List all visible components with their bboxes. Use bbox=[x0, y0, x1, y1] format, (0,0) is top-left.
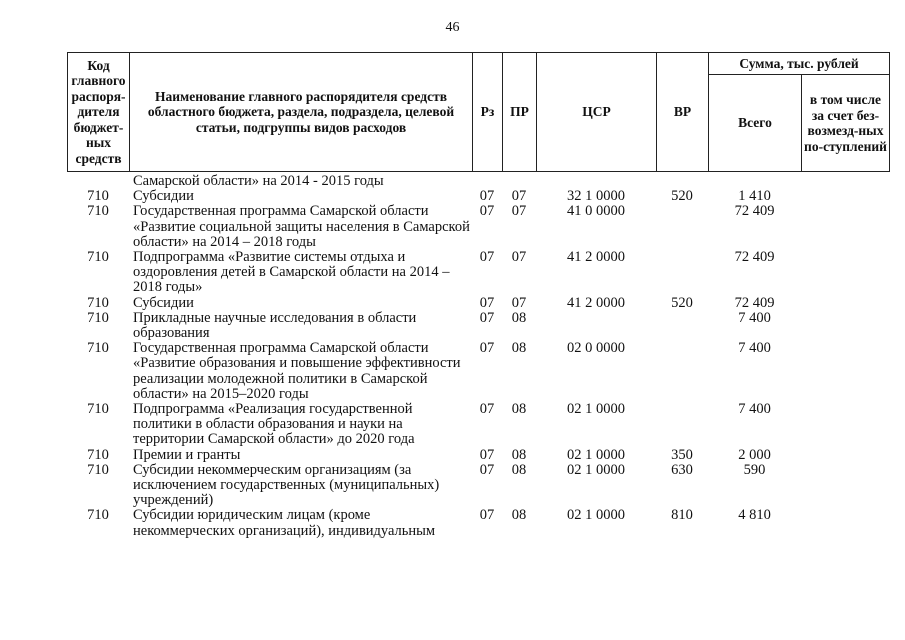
cell-rz: 07 bbox=[479, 507, 495, 524]
cell-pr: 08 bbox=[511, 309, 527, 326]
cell-pr: 07 bbox=[511, 294, 527, 311]
page-number: 46 bbox=[445, 20, 460, 35]
cell-code: 710 bbox=[87, 294, 109, 311]
cell-total: 7 400 bbox=[738, 401, 771, 418]
cell-total: 7 400 bbox=[738, 309, 771, 326]
table-row bbox=[67, 341, 889, 402]
cell-pr: 08 bbox=[511, 507, 527, 524]
header-code: Код главного распоря-дителя бюджет-ных средств bbox=[68, 53, 130, 172]
table-header bbox=[67, 52, 890, 172]
cell-total: 72 409 bbox=[734, 294, 775, 311]
table-body bbox=[67, 174, 889, 539]
cell-rz: 07 bbox=[479, 401, 495, 418]
table-row bbox=[67, 463, 889, 509]
cell-csr: 02 1 0000 bbox=[567, 507, 625, 524]
cell-csr: 41 2 0000 bbox=[567, 249, 625, 266]
header-free: в том числе за счет без-возмезд-ных по-ступлений bbox=[802, 75, 890, 172]
table-row bbox=[67, 296, 889, 311]
table-row bbox=[67, 508, 889, 538]
cell-csr: 41 2 0000 bbox=[567, 294, 625, 311]
header-name: Наименование главного распорядителя средств областного бюджета, раздела, подраздела, целевой статьи, подгруппы видов расходов bbox=[130, 53, 473, 172]
header-rz: Рз bbox=[473, 53, 503, 172]
cell-pr: 07 bbox=[511, 188, 527, 205]
cell-csr: 02 0 0000 bbox=[567, 340, 625, 357]
cell-total: 1 410 bbox=[738, 188, 771, 205]
table-row bbox=[67, 311, 889, 341]
cell-vr: 520 bbox=[671, 188, 693, 205]
cell-csr: 32 1 0000 bbox=[567, 188, 625, 205]
cell-name: Субсидии bbox=[133, 188, 194, 205]
cell-total: 4 810 bbox=[738, 507, 771, 524]
cell-rz: 07 bbox=[479, 203, 495, 220]
cell-name: Государственная программа Самарской области «Развитие образования и повышение эффективности реализации молодежной политики в Самарской области» на 2015–2020 годы bbox=[133, 340, 461, 402]
cell-pr: 08 bbox=[511, 446, 527, 463]
cell-name: Субсидии bbox=[133, 294, 194, 311]
cell-code: 710 bbox=[87, 446, 109, 463]
cell-name: Подпрограмма «Развитие системы отдыха и оздоровления детей в Самарской области на 2014 – 2018 годы» bbox=[133, 249, 450, 296]
cell-pr: 08 bbox=[511, 401, 527, 418]
cell-rz: 07 bbox=[479, 461, 495, 478]
table-row bbox=[67, 402, 889, 448]
cell-name: Прикладные научные исследования в области образования bbox=[133, 309, 417, 342]
cell-code: 710 bbox=[87, 188, 109, 205]
cell-pr: 08 bbox=[511, 340, 527, 357]
cell-code: 710 bbox=[87, 309, 109, 326]
cell-csr: 02 1 0000 bbox=[567, 446, 625, 463]
cell-name: Государственная программа Самарской области «Развитие социальной защиты населения в Самарской области» на 2014 – 2018 годы bbox=[133, 203, 470, 250]
cell-code: 710 bbox=[87, 249, 109, 266]
cell-code: 710 bbox=[87, 507, 109, 524]
header-sum: Сумма, тыс. рублей bbox=[709, 53, 890, 75]
table-row bbox=[67, 448, 889, 463]
cell-code: 710 bbox=[87, 461, 109, 478]
table-row bbox=[67, 189, 889, 204]
cell-vr: 810 bbox=[671, 507, 693, 524]
cell-csr: 02 1 0000 bbox=[567, 461, 625, 478]
cell-pr: 07 bbox=[511, 249, 527, 266]
cell-vr: 350 bbox=[671, 446, 693, 463]
cell-rz: 07 bbox=[479, 188, 495, 205]
cell-name: Самарской области» на 2014 - 2015 годы bbox=[133, 173, 384, 189]
header-pr: ПР bbox=[503, 53, 537, 172]
header-vr: ВР bbox=[657, 53, 709, 172]
cell-csr: 02 1 0000 bbox=[567, 401, 625, 418]
header-total: Всего bbox=[709, 75, 802, 172]
cell-csr: 41 0 0000 bbox=[567, 203, 625, 220]
cell-rz: 07 bbox=[479, 309, 495, 326]
cell-code: 710 bbox=[87, 203, 109, 220]
table-row bbox=[67, 174, 889, 189]
cell-total: 590 bbox=[743, 461, 766, 478]
cell-total: 72 409 bbox=[734, 249, 775, 266]
cell-vr: 520 bbox=[671, 294, 693, 311]
cell-name: Субсидии некоммерческим организациям (за исключением государственных (муниципальных) учреждений) bbox=[133, 461, 440, 509]
cell-rz: 07 bbox=[479, 446, 495, 463]
cell-rz: 07 bbox=[479, 294, 495, 311]
cell-name: Премии и гранты bbox=[133, 446, 241, 463]
cell-name: Подпрограмма «Реализация государственной политики в области образования и науки на территории Самарской области» до 2020 года bbox=[133, 401, 415, 448]
cell-rz: 07 bbox=[479, 340, 495, 357]
cell-total: 72 409 bbox=[734, 203, 775, 220]
cell-total: 7 400 bbox=[738, 340, 771, 357]
table-row bbox=[67, 204, 889, 250]
cell-pr: 08 bbox=[511, 461, 527, 478]
cell-name: Субсидии юридическим лицам (кроме некоммерческих организаций), индивидуальным bbox=[133, 507, 436, 539]
cell-code: 710 bbox=[87, 340, 109, 357]
table-row bbox=[67, 250, 889, 296]
cell-code: 710 bbox=[87, 401, 109, 418]
header-csr: ЦСР bbox=[537, 53, 657, 172]
cell-vr: 630 bbox=[671, 461, 693, 478]
cell-total: 2 000 bbox=[738, 446, 771, 463]
cell-pr: 07 bbox=[511, 203, 527, 220]
cell-rz: 07 bbox=[479, 249, 495, 266]
